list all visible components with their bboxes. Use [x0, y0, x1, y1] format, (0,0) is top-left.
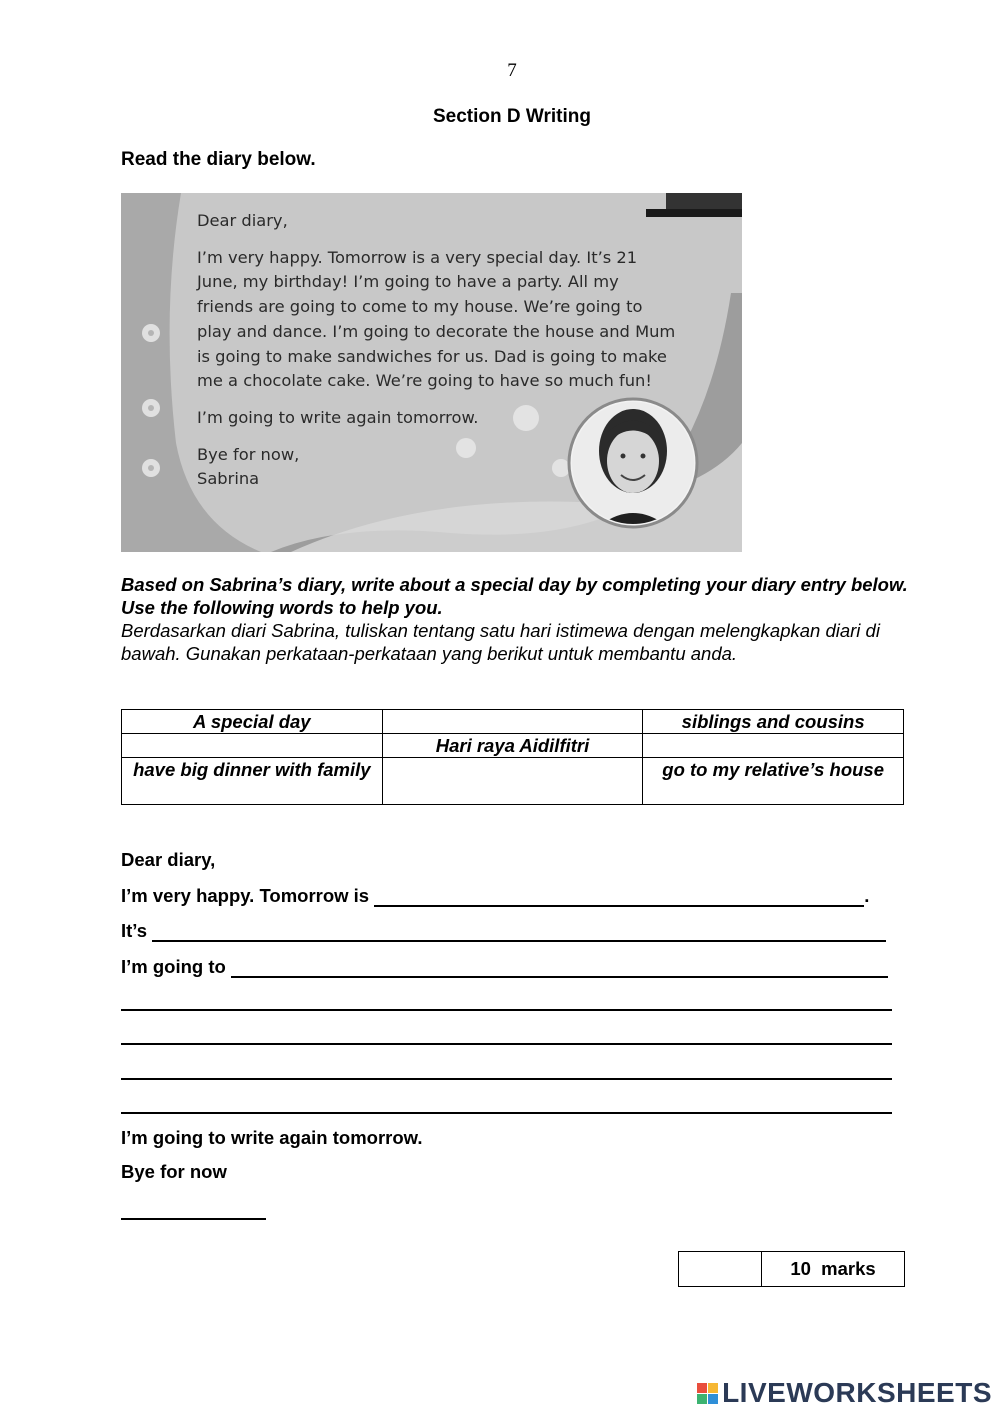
diary-closing-line: I’m going to write again tomorrow. [197, 407, 479, 427]
prompt-malay: Berdasarkan diari Sabrina, tuliskan tentang satu hari istimewa dengan melengkapkan diari di bawah. Gunakan perkataan-perkataan yang berikut untuk membantu anda. [121, 620, 880, 664]
table-cell [122, 734, 383, 758]
answer-blank-tomorrow[interactable] [374, 883, 864, 907]
section-title: Section D Writing [433, 106, 591, 127]
table-cell: have big dinner with family [122, 758, 383, 805]
entry-greeting: Dear diary, [121, 849, 216, 870]
table-cell [382, 710, 643, 734]
entry-signoff: Bye for now [121, 1161, 227, 1182]
diary-image [121, 193, 742, 552]
word-table [121, 709, 904, 805]
liveworksheets-logo [697, 1377, 992, 1409]
diary-line: friends are going to come to my house. We’re going to [197, 297, 643, 317]
table-cell: Hari raya Aidilfitri [382, 734, 643, 758]
entry-line-1 [121, 883, 869, 907]
marks-box [678, 1251, 905, 1287]
entry-line-3-prefix: I’m going to [121, 956, 226, 977]
diary-line: is going to make sandwiches for us. Dad is going to make [197, 346, 667, 366]
answer-blank-its[interactable] [152, 918, 886, 942]
marks-score-field[interactable] [679, 1252, 762, 1286]
reading-instruction: Read the diary below. [121, 149, 316, 170]
entry-line-2-prefix: It’s [121, 920, 148, 941]
entry-line-2 [121, 918, 886, 942]
table-row [122, 710, 904, 734]
marks-total: 10 marks [790, 1258, 876, 1279]
prompt-english: Based on Sabrina’s diary, write about a special day by completing your diary entry below. Use the following words to help you. [121, 574, 908, 618]
diary-line: June, my birthday! I’m going to have a party. All my [197, 272, 619, 292]
answer-line[interactable] [121, 1021, 892, 1045]
girl-portrait [121, 193, 742, 552]
entry-line-1-prefix: I’m very happy. Tomorrow is [121, 885, 370, 906]
diary-line: play and dance. I’m going to decorate the house and Mum [197, 321, 676, 341]
answer-line[interactable] [121, 1090, 892, 1114]
diary-line: I’m very happy. Tomorrow is a very special day. It’s 21 [197, 247, 638, 267]
answer-line[interactable] [121, 987, 892, 1011]
diary-line: me a chocolate cake. We’re going to have so much fun! [197, 371, 652, 391]
table-cell [382, 758, 643, 805]
diary-signoff: Bye for now, [197, 444, 300, 464]
table-cell [643, 734, 904, 758]
table-cell: go to my relative’s house [643, 758, 904, 805]
page-number: 7 [507, 60, 517, 81]
entry-closing: I’m going to write again tomorrow. [121, 1127, 423, 1148]
answer-blank-going-to[interactable] [231, 954, 888, 978]
liveworksheets-icon [697, 1383, 718, 1404]
table-row [122, 758, 904, 805]
diary-name: Sabrina [197, 469, 260, 489]
table-cell: siblings and cousins [643, 710, 904, 734]
table-cell: A special day [122, 710, 383, 734]
answer-blank-name[interactable] [121, 1196, 266, 1220]
entry-line-1-suffix: . [864, 885, 870, 906]
table-row [122, 734, 904, 758]
diary-greeting: Dear diary, [197, 211, 288, 230]
answer-line[interactable] [121, 1056, 892, 1080]
entry-line-3 [121, 954, 888, 978]
brand-name: LIVEWORKSHEETS [722, 1377, 992, 1408]
